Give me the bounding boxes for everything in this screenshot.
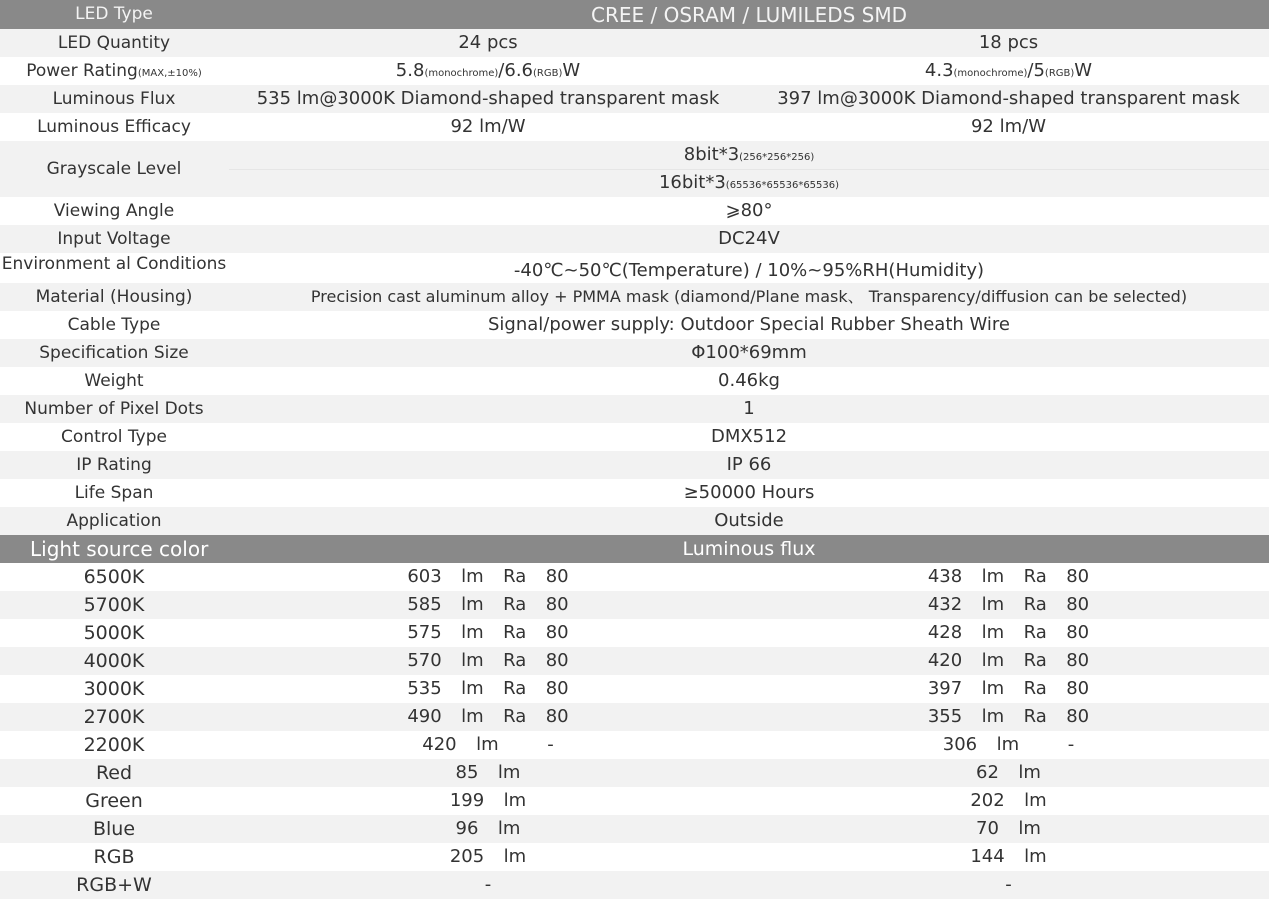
life-span-value: ≥50000 Hours <box>683 482 815 503</box>
flux-row <box>0 619 1269 647</box>
power-mono: 4.3 <box>924 60 954 81</box>
row-led-type <box>0 0 1269 29</box>
row-label <box>0 57 228 85</box>
environmental-value: -40℃~50℃(Temperature) / 10%~95%RH(Humidity) <box>513 260 985 281</box>
grayscale-16bit-value: 16bit*3 <box>658 172 726 193</box>
flux-value-18led: 428 lm Ra 80 <box>927 622 1090 643</box>
grayscale-16bit <box>659 169 839 197</box>
input-voltage-value: DC24V <box>718 228 780 249</box>
value-18led: 397 lm@3000K Diamond-shaped transparent mask <box>777 88 1240 109</box>
row-life-span <box>0 479 1269 507</box>
flux-row <box>0 591 1269 619</box>
flux-value-24led: 205 lm <box>449 846 527 867</box>
flux-row <box>0 759 1269 787</box>
row-label: LED Quantity <box>57 32 171 53</box>
flux-color-label: 3000K <box>83 677 145 700</box>
grayscale-16bit-note: (65536*65536*65536) <box>725 179 840 191</box>
row-luminous-efficacy <box>0 113 1269 141</box>
weight-value: 0.46kg <box>718 370 780 391</box>
flux-value-24led: 535 lm Ra 80 <box>407 678 569 699</box>
flux-row <box>0 815 1269 843</box>
flux-color-label: Red <box>95 761 133 784</box>
flux-color-label: 4000K <box>83 649 145 672</box>
row-ip-rating <box>0 451 1269 479</box>
flux-value-24led: 199 lm <box>449 790 527 811</box>
value-24led: 92 lm/W <box>450 116 526 137</box>
flux-row <box>0 647 1269 675</box>
power-rgb: /5 <box>1027 60 1045 81</box>
row-grayscale-level <box>0 141 1269 197</box>
grayscale-8bit-note: (256*256*256) <box>739 151 815 163</box>
flux-value-18led: 432 lm Ra 80 <box>927 594 1090 615</box>
flux-color-label: RGB <box>93 845 135 868</box>
row-material <box>0 283 1269 311</box>
flux-value-18led: 70 lm <box>976 818 1041 839</box>
row-label: LED Type <box>75 4 153 24</box>
row-label: Life Span <box>74 482 154 503</box>
row-label: Control Type <box>61 426 167 447</box>
flux-row <box>0 787 1269 815</box>
flux-row <box>0 703 1269 731</box>
flux-value-24led: 570 lm Ra 80 <box>407 650 569 671</box>
row-environmental <box>0 253 1269 283</box>
row-label: Luminous Flux <box>52 88 176 109</box>
flux-color-label: 5000K <box>83 621 145 644</box>
flux-color-label: Blue <box>92 817 136 840</box>
control-type-value: DMX512 <box>710 426 788 447</box>
row-spec-size <box>0 339 1269 367</box>
led-type-value: CREE / OSRAM / LUMILEDS SMD <box>590 2 908 27</box>
grayscale-divider <box>229 169 1269 170</box>
flux-row <box>0 731 1269 759</box>
row-cable-type <box>0 311 1269 339</box>
flux-row <box>0 675 1269 703</box>
row-label: Viewing Angle <box>53 200 175 221</box>
spec-size-value: Φ100*69mm <box>691 342 807 363</box>
flux-value-18led: 420 lm Ra 80 <box>927 650 1090 671</box>
value-18led: 92 lm/W <box>970 116 1047 137</box>
flux-color-label: 5700K <box>83 593 145 616</box>
flux-value-18led: 144 lm <box>970 846 1047 867</box>
flux-row <box>0 871 1269 899</box>
row-label: Application <box>66 510 162 531</box>
row-viewing-angle <box>0 197 1269 225</box>
row-label: Specification Size <box>39 342 189 363</box>
row-label: Environment al Conditions <box>1 254 227 274</box>
flux-color-label: 2700K <box>83 705 145 728</box>
power-rgb-note: (RGB) <box>1044 67 1075 79</box>
power-rating-note: (MAX,±10%) <box>137 67 202 79</box>
row-label: Input Voltage <box>57 228 171 249</box>
grayscale-8bit <box>684 141 814 169</box>
flux-value-18led: - <box>1005 874 1012 895</box>
flux-color-label: Green <box>85 789 143 812</box>
pixel-dots-value: 1 <box>743 398 755 419</box>
row-control-type <box>0 423 1269 451</box>
application-value: Outside <box>714 510 784 531</box>
flux-value-18led: 355 lm Ra 80 <box>927 706 1090 727</box>
flux-value-24led: 96 lm <box>455 818 521 839</box>
row-label: Number of Pixel Dots <box>24 398 204 419</box>
flux-value-24led: 85 lm <box>455 762 521 783</box>
flux-header-value: Luminous flux <box>682 537 816 560</box>
row-input-voltage <box>0 225 1269 253</box>
row-label: IP Rating <box>76 454 152 475</box>
flux-value-24led: 420 lm - <box>422 734 554 755</box>
flux-value-24led: - <box>484 874 492 895</box>
flux-value-18led: 62 lm <box>976 762 1041 783</box>
power-mono: 5.8 <box>395 60 425 81</box>
flux-color-label: RGB+W <box>76 873 152 896</box>
row-pixel-dots <box>0 395 1269 423</box>
flux-value-18led: 397 lm Ra 80 <box>927 678 1090 699</box>
value-18led: 18 pcs <box>978 32 1039 53</box>
row-led-quantity <box>0 29 1269 57</box>
material-value: Precision cast aluminum alloy + PMMA mask (diamond/Plane mask、 Transparency/diffusion can be selected) <box>310 287 1188 306</box>
value-24led: 24 pcs <box>458 32 518 53</box>
grayscale-8bit-value: 8bit*3 <box>683 144 740 165</box>
cable-type-value: Signal/power supply: Outdoor Special Rubber Sheath Wire <box>487 314 1011 335</box>
power-unit: W <box>1074 60 1093 81</box>
flux-value-24led: 575 lm Ra 80 <box>407 622 569 643</box>
power-unit: W <box>562 60 581 81</box>
power-rgb: /6.6 <box>498 60 533 81</box>
power-rgb-note: (RGB) <box>533 67 563 79</box>
value-18led <box>748 57 1269 85</box>
flux-row <box>0 563 1269 591</box>
flux-value-18led: 202 lm <box>970 790 1047 811</box>
row-label: Cable Type <box>67 314 161 335</box>
row-label: Luminous Efficacy <box>37 116 191 137</box>
flux-value-24led: 490 lm Ra 80 <box>407 706 569 727</box>
row-power-rating <box>0 57 1269 85</box>
row-weight <box>0 367 1269 395</box>
row-luminous-flux <box>0 85 1269 113</box>
value-24led: 535 lm@3000K Diamond-shaped transparent mask <box>256 88 720 109</box>
viewing-angle-value: ⩾80° <box>725 200 773 221</box>
row-application <box>0 507 1269 535</box>
row-flux-header <box>0 535 1269 563</box>
flux-row <box>0 843 1269 871</box>
power-rating-label: Power Rating <box>26 60 138 81</box>
flux-value-18led: 306 lm - <box>942 734 1075 755</box>
row-label: Material (Housing) <box>35 286 193 307</box>
value-24led <box>229 57 747 85</box>
flux-color-label: 6500K <box>83 565 145 588</box>
ip-rating-value: IP 66 <box>726 454 772 475</box>
row-label: Weight <box>84 370 144 391</box>
flux-value-24led: 603 lm Ra 80 <box>407 566 569 587</box>
row-label: Grayscale Level <box>46 158 182 179</box>
power-mono-note: (monochrome) <box>953 67 1028 79</box>
flux-color-label: 2200K <box>83 733 145 756</box>
flux-value-24led: 585 lm Ra 80 <box>407 594 569 615</box>
flux-value-18led: 438 lm Ra 80 <box>927 566 1090 587</box>
power-mono-note: (monochrome) <box>424 67 499 79</box>
flux-header-label: Light source color <box>30 537 209 561</box>
